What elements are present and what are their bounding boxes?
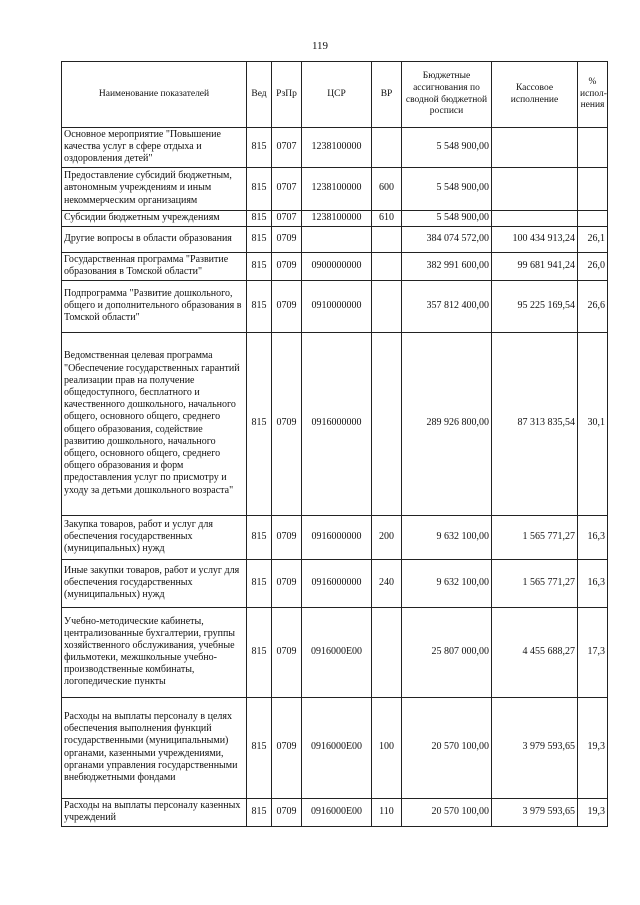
cell-vr: 610 [372,210,402,226]
table-row [62,252,608,280]
cell-pct: 16,3 [578,559,608,607]
cell-vr: 240 [372,559,402,607]
table-row [62,210,608,226]
cell-pct: 26,1 [578,226,608,252]
cell-ved: 815 [247,210,272,226]
col-header-pct: % испол-нения [578,62,608,128]
cell-name: Субсидии бюджетным учреждениям [62,210,247,226]
cell-assign: 357 812 400,00 [402,280,492,332]
table-row [62,280,608,332]
cell-name: Учебно-методические кабинеты, централизованные бухгалтерии, группы хозяйственного обслуживания, учебные фильмотеки, межшкольные учебно-производственные комбинаты, логопедические пункты [62,607,247,697]
cell-rzpr: 0709 [272,226,302,252]
cell-pct [578,167,608,210]
cell-pct: 17,3 [578,607,608,697]
cell-csr [302,226,372,252]
cell-name: Основное мероприятие "Повышение качества услуг в сфере отдыха и оздоровления детей" [62,128,247,168]
cell-name: Расходы на выплаты персоналу в целях обеспечения выполнения функций государственными (муниципальными) органами, казенными учреждениями, органами управления государственными внебюджетными фондами [62,697,247,798]
col-header-name: Наименование показателей [62,62,247,128]
cell-vr: 600 [372,167,402,210]
cell-ved: 815 [247,697,272,798]
cell-vr: 110 [372,798,402,826]
cell-vr [372,226,402,252]
table-row [62,559,608,607]
table-row [62,226,608,252]
col-header-ved: Вед [247,62,272,128]
cell-name: Ведомственная целевая программа "Обеспечение государственных гарантий реализации прав на получение общедоступного, бесплатного и качественного дошкольного, начального общего, основного общего, среднего общего образования, содействие развитию дошкольного, начального общего, основного общего, среднего общего образования и форм предоставления услуг по присмотру и уходу за детьми дошкольного возраста" [62,332,247,515]
cell-ved: 815 [247,226,272,252]
cell-name: Иные закупки товаров, работ и услуг для обеспечения государственных (муниципальных) нужд [62,559,247,607]
cell-vr [372,128,402,168]
cell-cash: 1 565 771,27 [492,515,578,559]
cell-ved: 815 [247,332,272,515]
col-header-csr: ЦСР [302,62,372,128]
cell-ved: 815 [247,128,272,168]
cell-assign: 382 991 600,00 [402,252,492,280]
cell-ved: 815 [247,798,272,826]
cell-assign: 289 926 800,00 [402,332,492,515]
col-header-rzpr: РзПр [272,62,302,128]
cell-name: Предоставление субсидий бюджетным, автономным учреждениям и иным некоммерческим организациям [62,167,247,210]
cell-csr: 1238100000 [302,167,372,210]
cell-assign: 5 548 900,00 [402,128,492,168]
table-row [62,332,608,515]
cell-csr: 0900000000 [302,252,372,280]
cell-ved: 815 [247,607,272,697]
cell-csr: 0916000000 [302,332,372,515]
table-body [62,128,608,827]
cell-cash: 95 225 169,54 [492,280,578,332]
cell-csr: 1238100000 [302,210,372,226]
cell-name: Государственная программа "Развитие образования в Томской области" [62,252,247,280]
cell-assign: 20 570 100,00 [402,697,492,798]
cell-assign: 9 632 100,00 [402,515,492,559]
cell-csr: 0916000000 [302,515,372,559]
cell-vr [372,252,402,280]
table-row [62,798,608,826]
cell-csr: 0916000000 [302,559,372,607]
cell-ved: 815 [247,280,272,332]
cell-rzpr: 0709 [272,515,302,559]
cell-ved: 815 [247,252,272,280]
page-number: 119 [311,40,329,52]
cell-ved: 815 [247,515,272,559]
cell-pct: 30,1 [578,332,608,515]
col-header-vr: ВР [372,62,402,128]
cell-csr: 0910000000 [302,280,372,332]
cell-cash: 87 313 835,54 [492,332,578,515]
cell-name: Подпрограмма "Развитие дошкольного, общего и дополнительного образования в Томской области" [62,280,247,332]
cell-ved: 815 [247,167,272,210]
cell-pct: 19,3 [578,697,608,798]
cell-vr: 100 [372,697,402,798]
cell-assign: 5 548 900,00 [402,167,492,210]
cell-assign: 9 632 100,00 [402,559,492,607]
cell-rzpr: 0707 [272,210,302,226]
col-header-cash: Кассовое исполнение [492,62,578,128]
table-row [62,697,608,798]
cell-assign: 20 570 100,00 [402,798,492,826]
cell-vr: 200 [372,515,402,559]
cell-cash: 100 434 913,24 [492,226,578,252]
table-header-row [62,62,608,128]
cell-name: Расходы на выплаты персоналу казенных учреждений [62,798,247,826]
cell-cash [492,210,578,226]
cell-rzpr: 0709 [272,607,302,697]
table-row [62,607,608,697]
table-row [62,167,608,210]
cell-assign: 384 074 572,00 [402,226,492,252]
cell-vr [372,332,402,515]
cell-pct [578,210,608,226]
cell-cash: 3 979 593,65 [492,798,578,826]
cell-cash: 4 455 688,27 [492,607,578,697]
cell-pct: 19,3 [578,798,608,826]
cell-ved: 815 [247,559,272,607]
cell-rzpr: 0709 [272,697,302,798]
cell-rzpr: 0709 [272,280,302,332]
cell-vr [372,607,402,697]
cell-vr [372,280,402,332]
table-row [62,128,608,168]
cell-rzpr: 0707 [272,167,302,210]
cell-pct [578,128,608,168]
cell-rzpr: 0709 [272,798,302,826]
cell-pct: 26,6 [578,280,608,332]
cell-csr: 1238100000 [302,128,372,168]
cell-csr: 0916000Е00 [302,607,372,697]
cell-rzpr: 0709 [272,252,302,280]
cell-assign: 5 548 900,00 [402,210,492,226]
cell-assign: 25 807 000,00 [402,607,492,697]
cell-csr: 0916000Е00 [302,697,372,798]
cell-pct: 16,3 [578,515,608,559]
cell-cash: 3 979 593,65 [492,697,578,798]
cell-name: Другие вопросы в области образования [62,226,247,252]
cell-cash: 99 681 941,24 [492,252,578,280]
cell-pct: 26,0 [578,252,608,280]
cell-cash [492,167,578,210]
table-row [62,515,608,559]
cell-name: Закупка товаров, работ и услуг для обеспечения государственных (муниципальных) нужд [62,515,247,559]
cell-rzpr: 0707 [272,128,302,168]
cell-cash: 1 565 771,27 [492,559,578,607]
cell-csr: 0916000Е00 [302,798,372,826]
col-header-assign: Бюджетные ассигнования по сводной бюджетной росписи [402,62,492,128]
cell-rzpr: 0709 [272,559,302,607]
cell-rzpr: 0709 [272,332,302,515]
cell-cash [492,128,578,168]
budget-table [61,61,608,827]
